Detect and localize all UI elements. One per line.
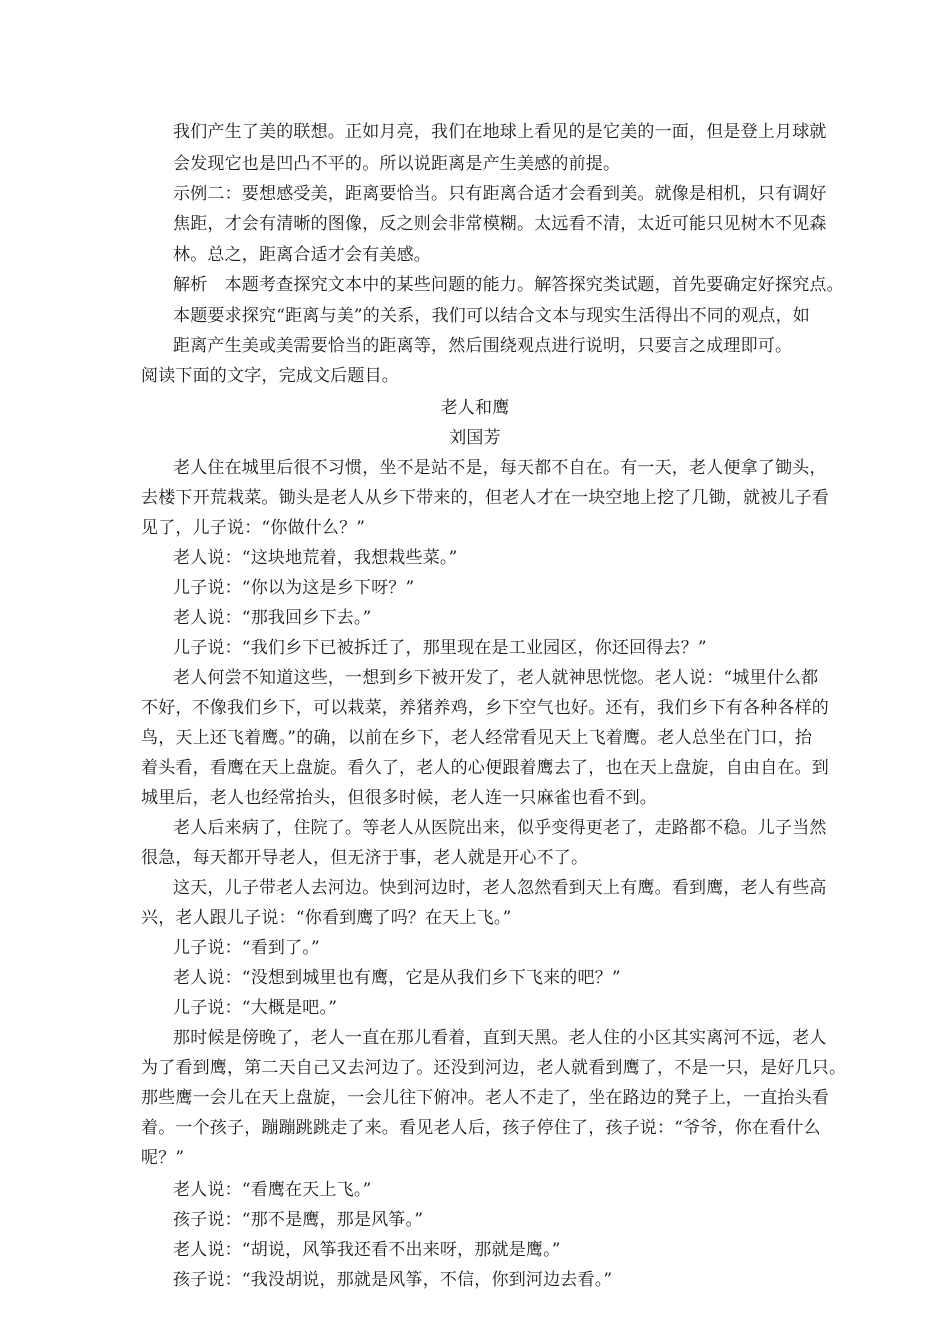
story-line: 着头看，看鹰在天上盘旋。看久了，老人的心便跟着鹰去了，也在天上盘旋，自由自在。到	[141, 758, 829, 778]
story-line: 这天，儿子带老人去河边。快到河边时，老人忽然看到天上有鹰。看到鹰，老人有些高	[173, 878, 827, 898]
story-line: 不好，不像我们乡下，可以栽菜，养猪养鸡，乡下空气也好。还有，我们乡下有各种各样的	[141, 698, 829, 718]
answer-line: 我们产生了美的联想。正如月亮，我们在地球上看见的是它美的一面，但是登上月球就	[173, 122, 827, 142]
story-line: 儿子说：“我们乡下已被拆迁了，那里现在是工业园区，你还回得去？”	[173, 638, 707, 658]
answer-line: 示例二：要想感受美，距离要恰当。只有距离合适才会看到美。就像是相机，只有调好	[173, 184, 827, 204]
story-line: 兴，老人跟儿子说：“你看到鹰了吗？在天上飞。”	[141, 908, 512, 928]
story-line: 为了看到鹰，第二天自己又去河边了。还没到河边，老人就看到鹰了，不是一只，是好几只。	[141, 1058, 847, 1078]
story-line: 那时候是傍晚了，老人一直在那儿看着，直到天黑。老人住的小区其实离河不远，老人	[173, 1028, 827, 1048]
story-line: 孩子说：“我没胡说，那就是风筝，不信，你到河边去看。”	[173, 1270, 613, 1290]
story-line: 那些鹰一会儿在天上盘旋，一会儿往下俯冲。老人不走了，坐在路边的凳子上，一直抬头看	[141, 1088, 829, 1108]
story-line: 城里后，老人也经常抬头，但很多时候，老人连一只麻雀也看不到。	[141, 788, 657, 808]
story-title: 老人和鹰	[440, 398, 510, 418]
story-line: 老人说：“胡说，风筝我还看不出来呀，那就是鹰。”	[173, 1240, 561, 1260]
story-line: 儿子说：“看到了。”	[173, 938, 320, 958]
story-line: 见了，儿子说：“你做什么？”	[141, 518, 366, 538]
story-line: 老人说：“这块地荒着，我想栽些菜。”	[173, 548, 458, 568]
story-line: 老人何尝不知道这些，一想到乡下被开发了，老人就神思恍惚。老人说：“城里什么都	[173, 668, 819, 688]
story-line: 老人住在城里后很不习惯，坐不是站不是，每天都不自在。有一天，老人便拿了锄头，	[173, 458, 827, 478]
story-author: 刘国芳	[449, 428, 501, 448]
answer-line: 会发现它也是凹凸不平的。所以说距离是产生美感的前提。	[173, 154, 621, 174]
story-line: 孩子说：“那不是鹰，那是风筝。”	[173, 1210, 424, 1230]
story-line: 去楼下开荒栽菜。锄头是老人从乡下带来的，但老人才在一块空地上挖了几锄，就被儿子看	[141, 488, 829, 508]
analysis-line: 距离产生美或美需要恰当的距离等，然后围绕观点进行说明，只要言之成理即可。	[173, 336, 793, 356]
story-line: 老人说：“看鹰在天上飞。”	[173, 1180, 372, 1200]
analysis-line: 解析 本题考查探究文本中的某些问题的能力。解答探究类试题，首先要确定好探究点。	[173, 275, 844, 295]
story-line: 呢？”	[141, 1148, 185, 1168]
reading-instruction: 阅读下面的文字，完成文后题目。	[141, 366, 399, 386]
story-line: 老人说：“没想到城里也有鹰，它是从我们乡下飞来的吧？”	[173, 968, 621, 988]
answer-line: 林。总之，距离合适才会有美感。	[173, 245, 431, 265]
story-line: 儿子说：“大概是吧。”	[173, 998, 338, 1018]
story-line: 儿子说：“你以为这是乡下呀？”	[173, 578, 415, 598]
story-line: 老人说：“那我回乡下去。”	[173, 608, 372, 628]
story-line: 着。一个孩子，蹦蹦跳跳走了来。看见老人后，孩子停住了，孩子说：“爷爷，你在看什么	[141, 1118, 821, 1138]
story-line: 很急，每天都开导老人，但无济于事，老人就是开心不了。	[141, 848, 589, 868]
story-line: 鸟，天上还飞着鹰。”的确，以前在乡下，老人经常看见天上飞着鹰。老人总坐在门口，抬	[141, 728, 813, 748]
story-line: 老人后来病了，住院了。等老人从医院出来，似乎变得更老了，走路都不稳。儿子当然	[173, 818, 827, 838]
answer-line: 焦距，才会有清晰的图像，反之则会非常模糊。太远看不清，太近可能只见树木不见森	[173, 214, 827, 234]
analysis-line: 本题要求探究“距离与美”的关系，我们可以结合文本与现实生活得出不同的观点，如	[173, 306, 810, 326]
